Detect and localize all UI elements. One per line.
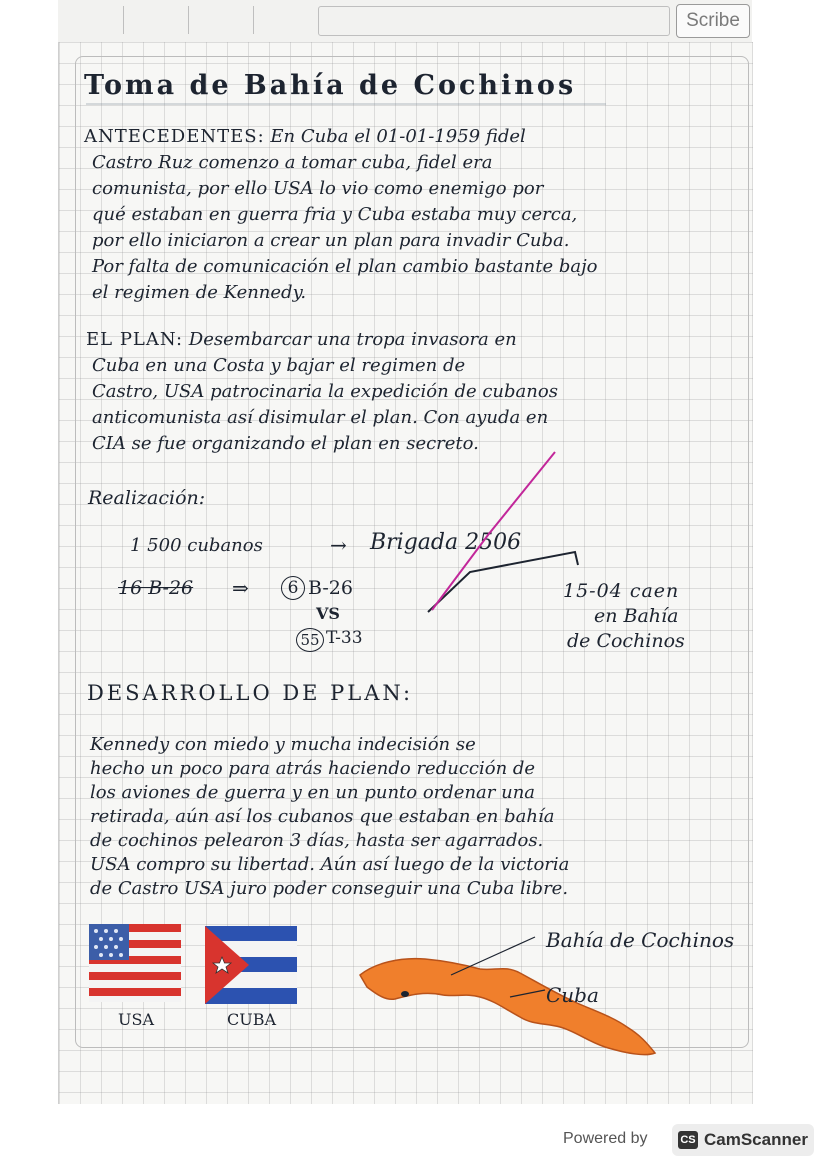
landing-date: 15-04 caen	[563, 580, 680, 602]
desarrollo-line: de Castro USA juro poder conseguir una Cuba libre.	[90, 878, 569, 899]
powered-by-text: Powered by	[563, 1130, 648, 1147]
scribe-brand-logo: Scribe	[676, 4, 750, 38]
brigade-connector-stroke	[428, 552, 578, 612]
usa-flag-icon	[89, 924, 181, 1002]
antecedentes-line: por ello iniciaron a crear un plan para invadir Cuba.	[92, 230, 570, 251]
landing-place-line-2: de Cochinos	[567, 630, 685, 652]
map-marker	[401, 991, 409, 997]
desarrollo-line: hecho un poco para atrás haciendo reducción de	[90, 758, 536, 779]
map-label-bay: Bahía de Cochinos	[546, 928, 735, 952]
camscanner-icon: CS	[678, 1131, 698, 1149]
desarrollo-heading: DESARROLLO DE PLAN:	[87, 681, 414, 705]
el-plan-line: Desembarcar una tropa invasora en	[188, 329, 517, 350]
el-plan-line: Cuba en una Costa y bajar el regimen de	[92, 355, 466, 376]
arrow-icon: →	[330, 533, 347, 557]
cuba-flag-icon	[205, 926, 297, 1004]
antecedentes-line: qué estaban en guerra fria y Cuba estaba muy cerca,	[92, 204, 578, 225]
el-plan-line: Castro, USA patrocinaria la expedición de cubanos	[92, 381, 558, 402]
el-plan-line: anticomunista así disimular el plan. Con ayuda en	[92, 407, 549, 428]
antecedentes-line: Castro Ruz comenzo a tomar cuba, fidel era	[92, 152, 493, 173]
troops-count: 1 500 cubanos	[130, 535, 263, 556]
antecedentes-line: Por falta de comunicación el plan cambio bastante bajo	[92, 256, 598, 277]
desarrollo-section	[90, 733, 569, 901]
planes-model: B-26	[308, 577, 353, 599]
cuba-island-shape	[360, 959, 655, 1055]
antecedentes-line: comunista, por ello USA lo vio como enemigo por	[92, 178, 544, 199]
el-plan-heading: EL PLAN:	[86, 329, 184, 350]
landing-place-line-1: en Bahía	[594, 605, 679, 627]
desarrollo-line: retirada, aún así los cubanos que estaban en bahía	[90, 806, 555, 827]
circled-planes-number: 6	[281, 576, 305, 600]
desarrollo-line: Kennedy con miedo y mucha indecisión se	[90, 734, 476, 755]
cuba-map-icon	[355, 935, 675, 1065]
map-label-country: Cuba	[546, 983, 599, 1007]
el-plan-line: CIA se fue organizando el plan en secreto.	[92, 433, 479, 454]
realizacion-heading: Realización:	[88, 487, 206, 509]
desarrollo-line: los aviones de guerra y en un punto ordenar una	[90, 782, 536, 803]
enemy-model: T-33	[326, 628, 363, 648]
brigade-name: Brigada 2506	[370, 530, 522, 555]
versus-label: VS	[316, 604, 340, 623]
double-arrow-icon: ⇒	[232, 576, 249, 600]
antecedentes-line: el regimen de Kennedy.	[92, 282, 307, 303]
camscanner-badge	[672, 1124, 814, 1156]
desarrollo-line: USA compro su libertad. Aún así luego de la victoria	[90, 854, 570, 875]
usa-flag-label: USA	[118, 1010, 154, 1029]
antecedentes-line: En Cuba el 01-01-1959 fidel	[270, 126, 526, 147]
pink-highlight-stroke	[432, 452, 555, 610]
camscanner-name: CamScanner	[704, 1130, 808, 1149]
circled-enemy-number: 55	[296, 628, 324, 652]
cuba-flag-label: CUBA	[227, 1010, 277, 1029]
antecedentes-heading: ANTECEDENTES:	[84, 126, 265, 147]
crossed-out-note: 16 B-26	[118, 577, 194, 599]
desarrollo-line: de cochinos pelearon 3 días, hasta ser agarrados.	[90, 830, 544, 851]
page-title: Toma de Bahía de Cochinos	[84, 70, 577, 101]
